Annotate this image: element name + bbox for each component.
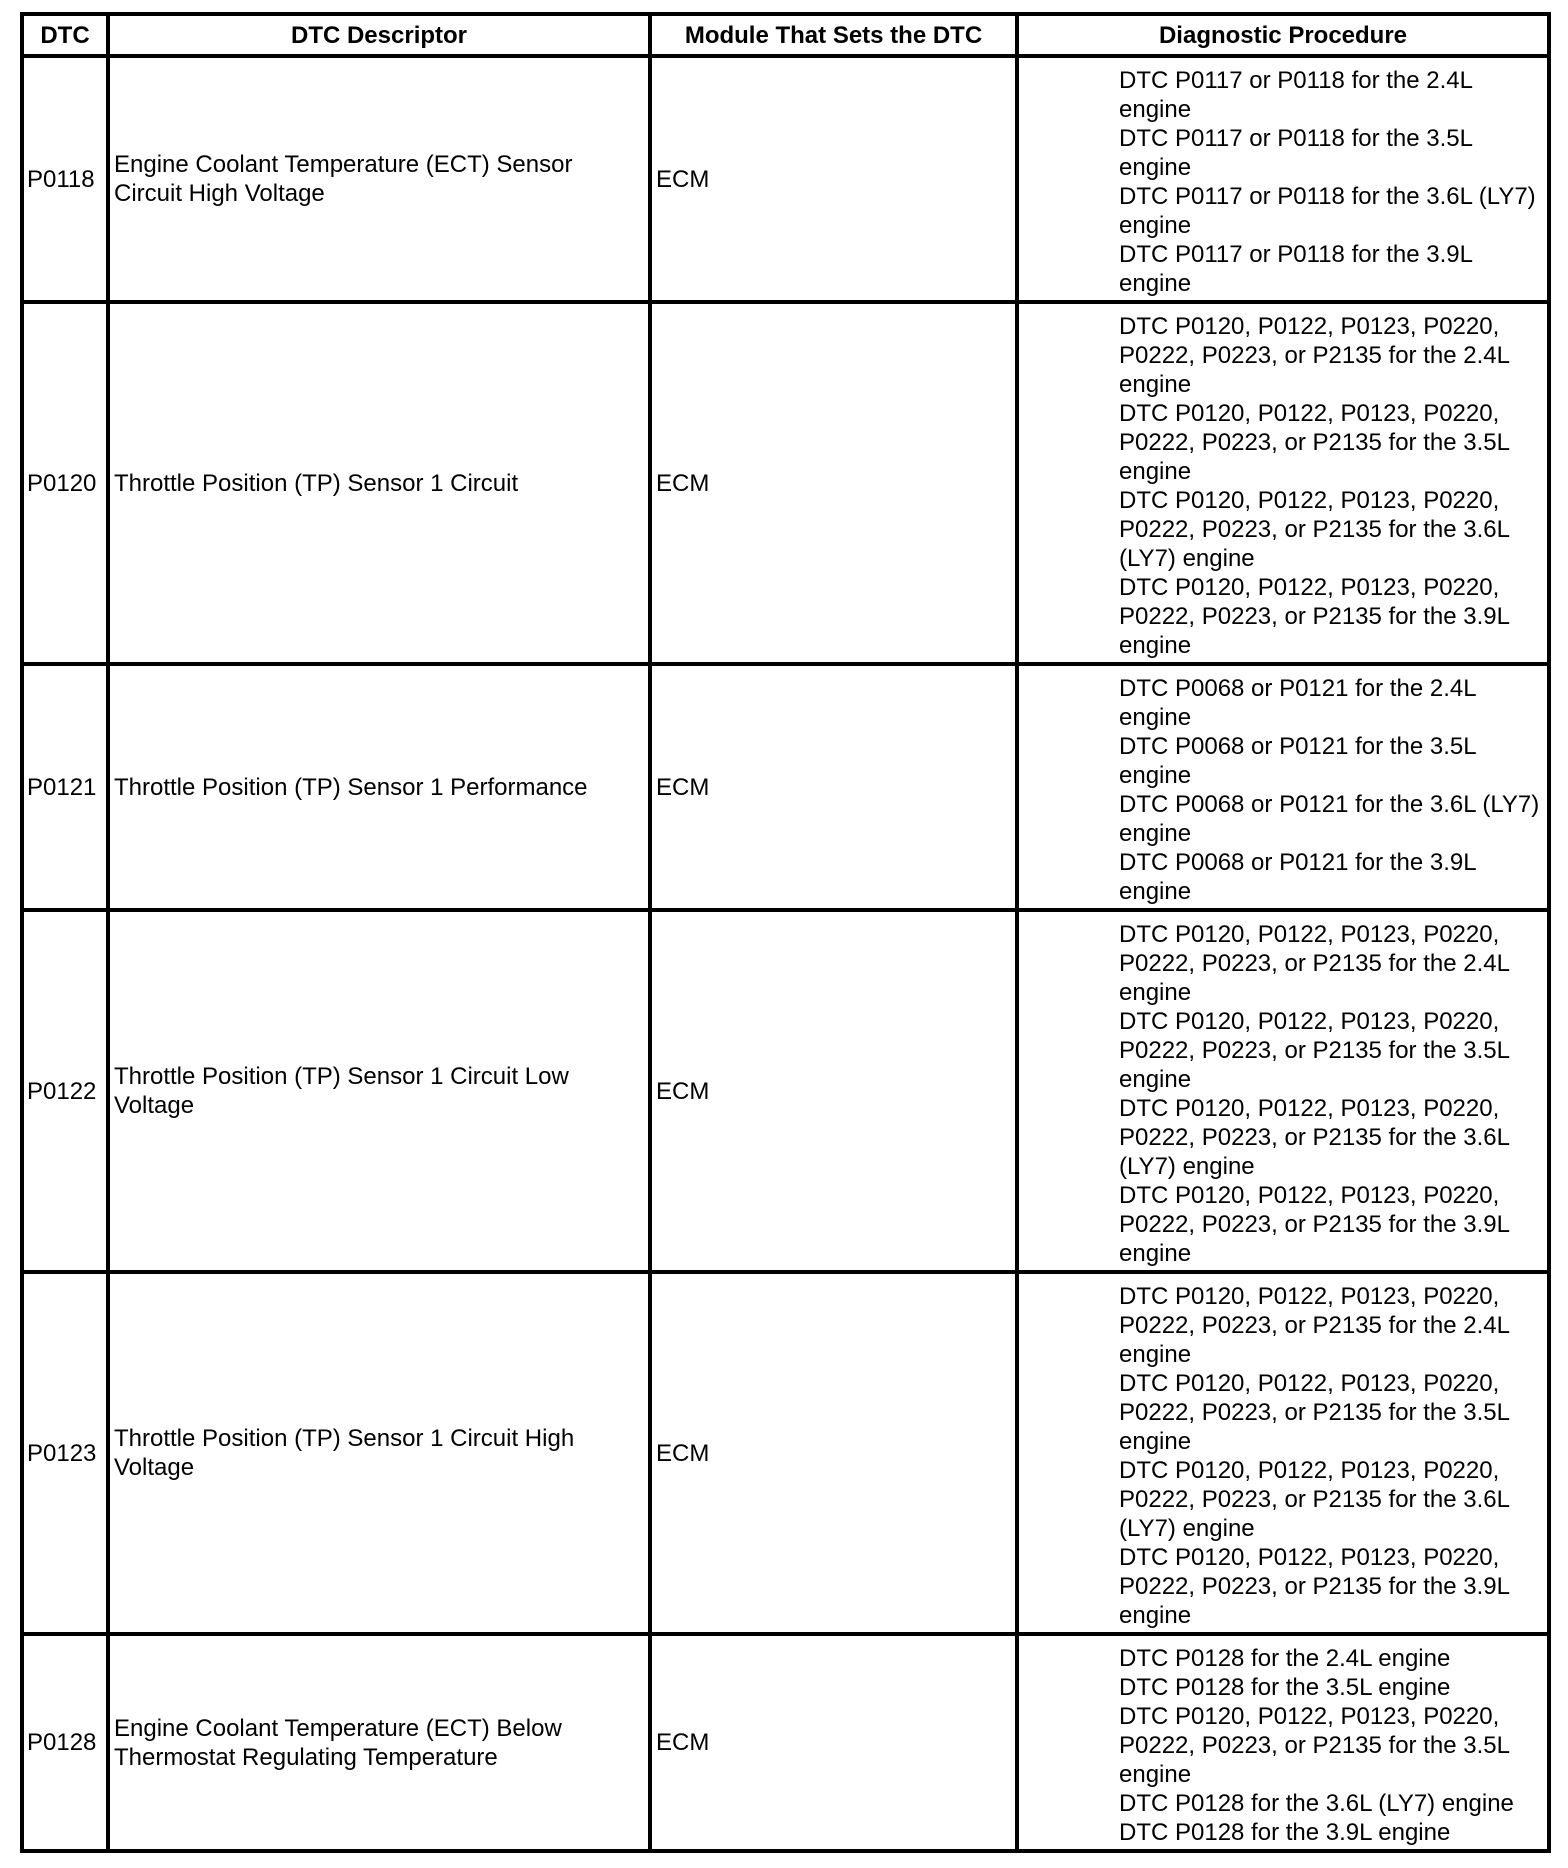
dtc-code: P0118 [22,56,108,302]
diagnostic-procedure-link[interactable]: DTC P0120, P0122, P0123, P0220, P0222, P0223, or P2135 for the 3.9L engine [1119,574,1510,659]
table-row [22,664,1549,910]
diagnostic-procedure-cell [1017,910,1549,1272]
dtc-code: P0121 [22,664,108,910]
dtc-descriptor: Throttle Position (TP) Sensor 1 Circuit High Voltage [108,1272,650,1634]
module-name: ECM [650,910,1017,1272]
diagnostic-procedure-link[interactable]: DTC P0128 for the 2.4L engine [1119,1645,1451,1672]
diagnostic-procedure-link[interactable]: DTC P0117 or P0118 for the 3.6L (LY7) engine [1119,183,1536,239]
diagnostic-procedure-link[interactable]: DTC P0120, P0122, P0123, P0220, P0222, P0223, or P2135 for the 3.5L engine [1119,1703,1510,1788]
header-descriptor: DTC Descriptor [108,14,650,56]
dtc-code: P0122 [22,910,108,1272]
dtc-code: P0123 [22,1272,108,1634]
diagnostic-procedure-link[interactable]: DTC P0117 or P0118 for the 2.4L engine [1119,67,1473,123]
diagnostic-procedure-cell [1017,1272,1549,1634]
diagnostic-procedure-link[interactable]: DTC P0120, P0122, P0123, P0220, P0222, P0223, or P2135 for the 3.5L engine [1119,1008,1510,1093]
diagnostic-procedure-link[interactable]: DTC P0120, P0122, P0123, P0220, P0222, P0223, or P2135 for the 3.9L engine [1119,1544,1510,1629]
module-name: ECM [650,56,1017,302]
diagnostic-procedure-link[interactable]: DTC P0120, P0122, P0123, P0220, P0222, P0223, or P2135 for the 3.5L engine [1119,1370,1510,1455]
diagnostic-procedure-link[interactable]: DTC P0120, P0122, P0123, P0220, P0222, P0223, or P2135 for the 3.9L engine [1119,1182,1510,1267]
diagnostic-procedure-link[interactable]: DTC P0117 or P0118 for the 3.9L engine [1119,241,1473,297]
diagnostic-procedure-cell [1017,302,1549,664]
diagnostic-procedure-link[interactable]: DTC P0068 or P0121 for the 3.6L (LY7) engine [1119,791,1540,847]
table-row [22,1634,1549,1851]
diagnostic-procedure-link[interactable]: DTC P0068 or P0121 for the 3.9L engine [1119,849,1476,905]
diagnostic-procedure-link[interactable]: DTC P0120, P0122, P0123, P0220, P0222, P0223, or P2135 for the 3.6L (LY7) engine [1119,1095,1510,1180]
header-dtc: DTC [22,14,108,56]
table-row [22,910,1549,1272]
diagnostic-procedure-link[interactable]: DTC P0120, P0122, P0123, P0220, P0222, P0223, or P2135 for the 2.4L engine [1119,921,1510,1006]
module-name: ECM [650,1272,1017,1634]
dtc-descriptor: Engine Coolant Temperature (ECT) Below Thermostat Regulating Temperature [108,1634,650,1851]
module-name: ECM [650,1634,1017,1851]
dtc-descriptor: Throttle Position (TP) Sensor 1 Circuit Low Voltage [108,910,650,1272]
table-row [22,1272,1549,1634]
table-row [22,56,1549,302]
diagnostic-procedure-link[interactable]: DTC P0068 or P0121 for the 2.4L engine [1119,675,1476,731]
table-body [22,56,1549,1851]
diagnostic-procedure-link[interactable]: DTC P0128 for the 3.6L (LY7) engine [1119,1790,1514,1817]
table-header-row [22,14,1549,56]
dtc-descriptor: Throttle Position (TP) Sensor 1 Performance [108,664,650,910]
dtc-descriptor: Throttle Position (TP) Sensor 1 Circuit [108,302,650,664]
module-name: ECM [650,302,1017,664]
dtc-descriptor: Engine Coolant Temperature (ECT) Sensor Circuit High Voltage [108,56,650,302]
diagnostic-procedure-link[interactable]: DTC P0068 or P0121 for the 3.5L engine [1119,733,1476,789]
diagnostic-procedure-cell [1017,56,1549,302]
diagnostic-procedure-link[interactable]: DTC P0120, P0122, P0123, P0220, P0222, P0223, or P2135 for the 3.5L engine [1119,400,1510,485]
diagnostic-procedure-link[interactable]: DTC P0120, P0122, P0123, P0220, P0222, P0223, or P2135 for the 2.4L engine [1119,1283,1510,1368]
module-name: ECM [650,664,1017,910]
dtc-code: P0128 [22,1634,108,1851]
header-procedure: Diagnostic Procedure [1017,14,1549,56]
diagnostic-procedure-link[interactable]: DTC P0120, P0122, P0123, P0220, P0222, P0223, or P2135 for the 3.6L (LY7) engine [1119,487,1510,572]
diagnostic-procedure-link[interactable]: DTC P0128 for the 3.5L engine [1119,1674,1451,1701]
header-module: Module That Sets the DTC [650,14,1017,56]
diagnostic-procedure-cell [1017,1634,1549,1851]
table-row [22,302,1549,664]
diagnostic-procedure-link[interactable]: DTC P0128 for the 3.9L engine [1119,1819,1451,1846]
dtc-code: P0120 [22,302,108,664]
diagnostic-procedure-link[interactable]: DTC P0120, P0122, P0123, P0220, P0222, P0223, or P2135 for the 3.6L (LY7) engine [1119,1457,1510,1542]
diagnostic-procedure-cell [1017,664,1549,910]
diagnostic-procedure-link[interactable]: DTC P0120, P0122, P0123, P0220, P0222, P0223, or P2135 for the 2.4L engine [1119,313,1510,398]
dtc-table [20,12,1551,1853]
diagnostic-procedure-link[interactable]: DTC P0117 or P0118 for the 3.5L engine [1119,125,1473,181]
